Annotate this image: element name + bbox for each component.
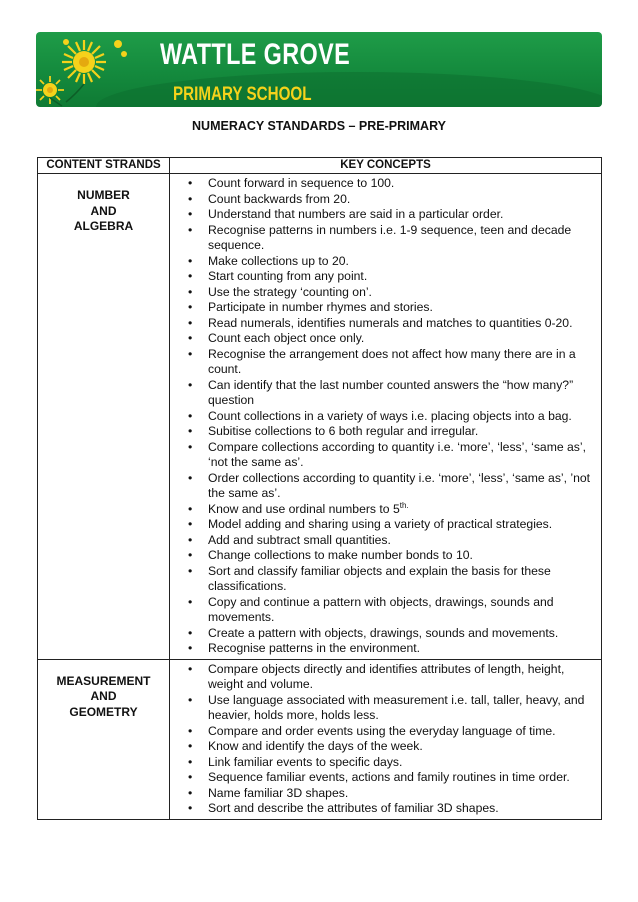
concept-item — [170, 502, 597, 518]
concept-list — [170, 662, 597, 817]
concept-item: • Count collections in a variety of ways i.e. placing objects into a bag. — [170, 409, 597, 425]
school-subtitle: PRIMARY SCHOOL — [173, 84, 312, 105]
table-header-row — [38, 158, 602, 174]
strand-label: GEOMETRY — [69, 704, 138, 719]
concept-item: • Create a pattern with objects, drawings, sounds and movements. — [170, 626, 597, 642]
banner-swoosh — [96, 72, 602, 107]
concept-item: • Recognise patterns in the environment. — [170, 641, 597, 657]
concept-item: • Copy and continue a pattern with objects, drawings, sounds and movements. — [170, 595, 597, 626]
concept-item: • Read numerals, identifies numerals and matches to quantities 0-20. — [170, 316, 597, 332]
concept-item: • Recognise patterns in numbers i.e. 1-9 sequence, teen and decade sequence. — [170, 223, 597, 254]
concepts-cell — [170, 174, 602, 660]
school-banner — [36, 32, 602, 107]
table-row — [38, 174, 602, 660]
concept-item: • Link familiar events to specific days. — [170, 755, 597, 771]
strand-label: MEASUREMENT — [56, 673, 151, 688]
concept-item: • Use language associated with measurement i.e. tall, taller, heavy, and heavier, holds more, holds less. — [170, 693, 597, 724]
concept-item: • Order collections according to quantity i.e. ‘more’, ‘less’, ‘same as’, ’not the same as’. — [170, 471, 597, 502]
concept-item: • Model adding and sharing using a variety of practical strategies. — [170, 517, 597, 533]
concept-item: • Add and subtract small quantities. — [170, 533, 597, 549]
concept-item: • Sort and describe the attributes of familiar 3D shapes. — [170, 801, 597, 817]
document-title: NUMERACY STANDARDS – PRE-PRIMARY — [192, 119, 446, 133]
concept-item: • Use the strategy ‘counting on’. — [170, 285, 597, 301]
concept-item: • Participate in number rhymes and stories. — [170, 300, 597, 316]
strand-cell — [38, 174, 170, 660]
concept-item: • Change collections to make number bonds to 10. — [170, 548, 597, 564]
strand-cell — [38, 659, 170, 819]
strand-label: AND — [90, 689, 117, 703]
header-content-strands: CONTENT STRANDS — [38, 158, 170, 174]
concept-text: Know and use ordinal numbers to 5 — [208, 501, 400, 516]
concept-item: • Sort and classify familiar objects and explain the basis for these classifications. — [170, 564, 597, 595]
concepts-cell — [170, 659, 602, 819]
school-name: WATTLE GROVE — [160, 38, 351, 71]
concept-item: • Start counting from any point. — [170, 269, 597, 285]
concept-item: • Recognise the arrangement does not affect how many there are in a count. — [170, 347, 597, 378]
concept-item: • Understand that numbers are said in a particular order. — [170, 207, 597, 223]
concept-item: • Count each object once only. — [170, 331, 597, 347]
ordinal-superscript: th. — [399, 500, 409, 510]
concept-item: • Compare and order events using the everyday language of time. — [170, 724, 597, 740]
concept-item: • Make collections up to 20. — [170, 254, 597, 270]
strand-label: ALGEBRA — [73, 219, 134, 233]
standards-table — [37, 157, 602, 820]
header-key-concepts: KEY CONCEPTS — [170, 158, 602, 174]
wattle-flower-icon — [36, 32, 146, 107]
strand-label: NUMBER — [77, 188, 130, 202]
concept-item: • Count forward in sequence to 100. — [170, 176, 597, 192]
concept-item: • Name familiar 3D shapes. — [170, 786, 597, 802]
concept-item: • Can identify that the last number counted answers the “how many?” question — [170, 378, 597, 409]
concept-list — [170, 176, 597, 657]
concept-item: • Compare collections according to quantity i.e. ‘more’, ‘less’, ‘same as’, ‘not the same as’. — [170, 440, 597, 471]
concept-item: • Compare objects directly and identifies attributes of length, height, weight and volume. — [170, 662, 597, 693]
strand-label: AND — [90, 203, 117, 218]
concept-item: • Know and identify the days of the week. — [170, 739, 597, 755]
table-row — [38, 659, 602, 819]
concept-item: • Sequence familiar events, actions and family routines in time order. — [170, 770, 597, 786]
concept-item: • Count backwards from 20. — [170, 192, 597, 208]
concept-item: • Subitise collections to 6 both regular and irregular. — [170, 424, 597, 440]
